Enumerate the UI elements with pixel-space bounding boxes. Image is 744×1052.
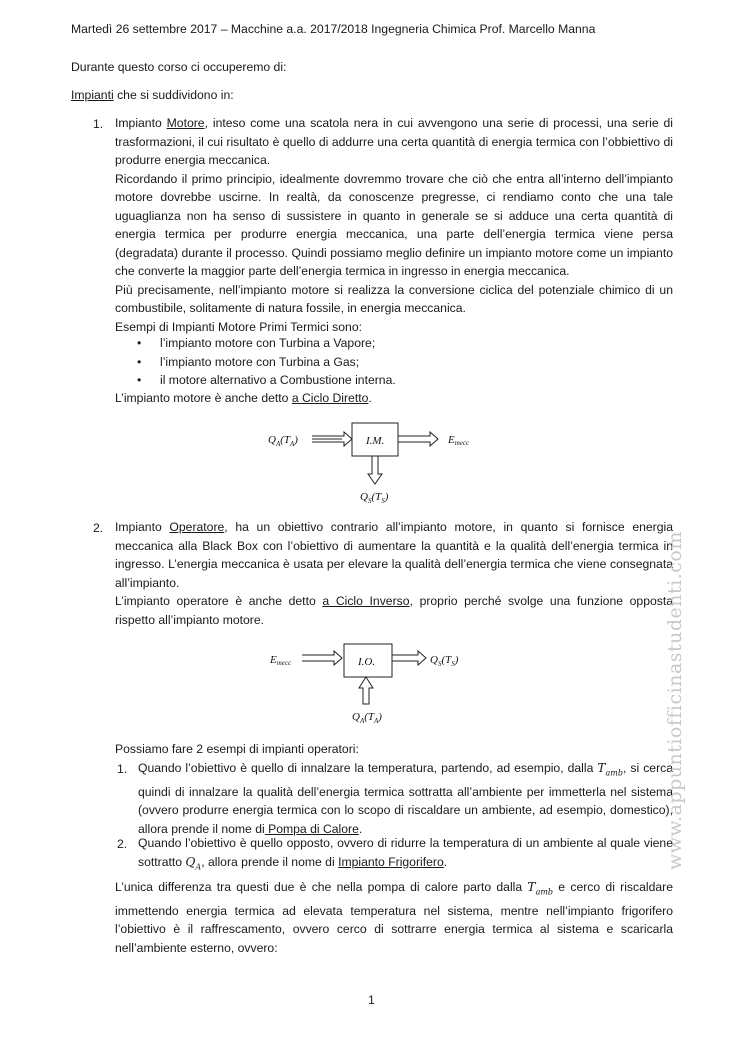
item1-p1-rest: , inteso come una scatola nera in cui avvengono una serie di processi, una serie di trasformazioni, il cui risultato è quello di addurre una certa quantità di energia termica con l’obbiettivo di produrre energia meccanica. [115, 116, 673, 167]
item2-number: 2. [93, 521, 104, 535]
bullet-icon: • [137, 336, 142, 350]
sub1-text-a: Quando l’obiettivo è quello di innalzare la temperatura, partendo, ad esempio, dalla [138, 761, 598, 775]
impianto-frigorifero-term: Impianto Frigorifero [338, 854, 444, 869]
ciclo-inverso-term: a Ciclo Inverso [322, 594, 410, 608]
diagram2-input-label: Emecc [270, 654, 292, 667]
diagram2-output-label: $Q_S(T_S)$ [430, 654, 459, 668]
impianti-line [71, 88, 234, 102]
page-number: 1 [368, 993, 375, 1007]
item1-paragraph3: Più precisamente, nell’impianto motore si realizza la conversione ciclica del potenziale chimico di un combustibile, solitamente di natura fossile, in energia meccanica. [115, 282, 673, 315]
sub2-number: 2. [117, 837, 128, 851]
sub2-body [138, 834, 673, 876]
page-header: Martedì 26 settembre 2017 – Macchine a.a. 2017/2018 Ingegneria Chimica Prof. Marcello Manna [71, 22, 596, 36]
item1-paragraph2: Ricordando il primo principio, idealmente dovremmo trovare che ciò che entra all’interno dell’impianto motore dovrebbe uscirne. In realtà, da conoscenze pregresse, ci rendiamo conto che una tale uguaglianza non ha senso di sussistere in quanto in generale se si adduce una certa quantità di energia termica per produrre energia meccanica, una parte dell’energia termica viene persa (degradata) durante il processo. Quindi possiamo meglio definire un impianto motore come un impianto che converte la maggior parte dell’energia termica in ingresso in energia meccanica. [115, 171, 673, 278]
item2-p1-start: Impianto [115, 520, 170, 534]
diagram2-up-label: $Q_A(T_A)$ [352, 711, 382, 725]
examples-intro: Possiamo fare 2 esempi di impianti operatori: [115, 742, 359, 756]
sub2-text-c: . [443, 854, 448, 869]
final-text-a: L’unica differenza tra questi due è che nella pompa di calore parto dalla [115, 880, 528, 894]
item2-p1-rest: , ha un obiettivo contrario all’impianto motore, in quanto si fornisce energia meccanica alla Black Box con l’obiettivo di aumentare la quantità e la qualità dell’energia termica in ingresso. L’energia meccanica è usata per elevare la qualità dell’energia termica che viene consegnata all’impianto. [115, 520, 673, 590]
sub2-text-b: , allora prende il nome di [201, 854, 339, 869]
item1-p5-end: . [368, 391, 372, 405]
bullet-icon: • [137, 355, 142, 369]
impianti-rest: che si suddividono in: [113, 88, 234, 102]
sub1-text-c: . [358, 821, 363, 836]
diagram-impianto-motore [260, 418, 510, 508]
diagram2-input-arrow [302, 651, 342, 665]
bullet-item-3: il motore alternativo a Combustione interna. [160, 373, 396, 387]
bullet-icon: • [137, 373, 142, 387]
diagram1-output-label: Emecc [448, 434, 470, 447]
item2-paragraph2 [115, 592, 673, 629]
sub1-body [138, 759, 673, 838]
item1-p1-start: Impianto [115, 116, 167, 130]
item2-body [115, 518, 673, 629]
final-paragraph [115, 878, 673, 957]
diagram1-output-arrow [398, 432, 438, 446]
item2-p2-start: L’impianto operatore è anche detto [115, 594, 323, 608]
sub2-text-a: Quando l’obiettivo è quello opposto, ovvero di ridurre la temperatura di un ambiente al quale viene sottratto [138, 836, 673, 869]
sub1-number: 1. [117, 762, 128, 776]
diagram1-input-arrow [312, 432, 352, 446]
item2-operatore-term: Operatore [169, 520, 225, 534]
item1-body [115, 114, 673, 336]
item2-paragraph1 [115, 518, 673, 592]
diagram1-down-arrow [368, 456, 382, 484]
diagram2-box-label: I.O. [358, 656, 376, 668]
item1-paragraph1 [115, 114, 673, 170]
intro-line: Durante questo corso ci occuperemo di: [71, 60, 287, 74]
final-text-b: e cerco di riscaldare immettendo energia termica ad elevata temperatura nel sistema, mentre nell’impianto frigorifero l’obiettivo è il raffrescamento, ovvero cerco di sottrarre energia termica al sistema e scaricarla nell’ambiente esterno, ovvero: [115, 880, 674, 955]
bullet-item-1: l’impianto motore con Turbina a Vapore; [160, 336, 376, 350]
item1-paragraph4: Esempi di Impianti Motore Primi Termici sono: [115, 319, 362, 334]
watermark: www.appuntiofficinastudenti.com [664, 531, 686, 870]
sub1-math-tamb: $T_{amb}$ [597, 761, 623, 778]
item2-p2-rest: , proprio perché svolge una funzione opposta rispetto all’impianto motore. [115, 594, 674, 627]
bullet-item-2: l’impianto motore con Turbina a Gas; [160, 355, 360, 369]
item1-number: 1. [93, 117, 104, 131]
item1-ciclo-diretto-line [115, 391, 372, 405]
diagram2-output-arrow [392, 651, 426, 665]
diagram-impianto-operatore [262, 640, 512, 730]
diagram1-box-label: I.M. [366, 435, 385, 447]
diagram2-up-arrow [359, 677, 373, 704]
ciclo-diretto-term: a Ciclo Diretto [291, 391, 369, 405]
pompa-di-calore-term: Pompa di Calore [264, 821, 359, 836]
sub1-text-b: , si cerca quindi di innalzare la qualità dell’energia termica sottratta all’ambiente per immetterla nel sistema (ovvero produrre energia termica con lo scopo di riscaldare un ambiente, ad esempio, domestico), allora prende il nome di [138, 761, 674, 836]
item1-p5-start: L’impianto motore è anche detto [115, 391, 292, 405]
diagram1-input-label: $Q_A(T_A)$ [268, 434, 298, 448]
impianti-word: Impianti [71, 88, 114, 102]
item1-motore-term: Motore [166, 116, 205, 130]
sub2-math-qa: $Q_A$ [185, 854, 202, 871]
diagram1-down-label: $Q_S(T_S)$ [360, 491, 389, 505]
final-math-tamb: $T_{amb}$ [527, 880, 554, 897]
